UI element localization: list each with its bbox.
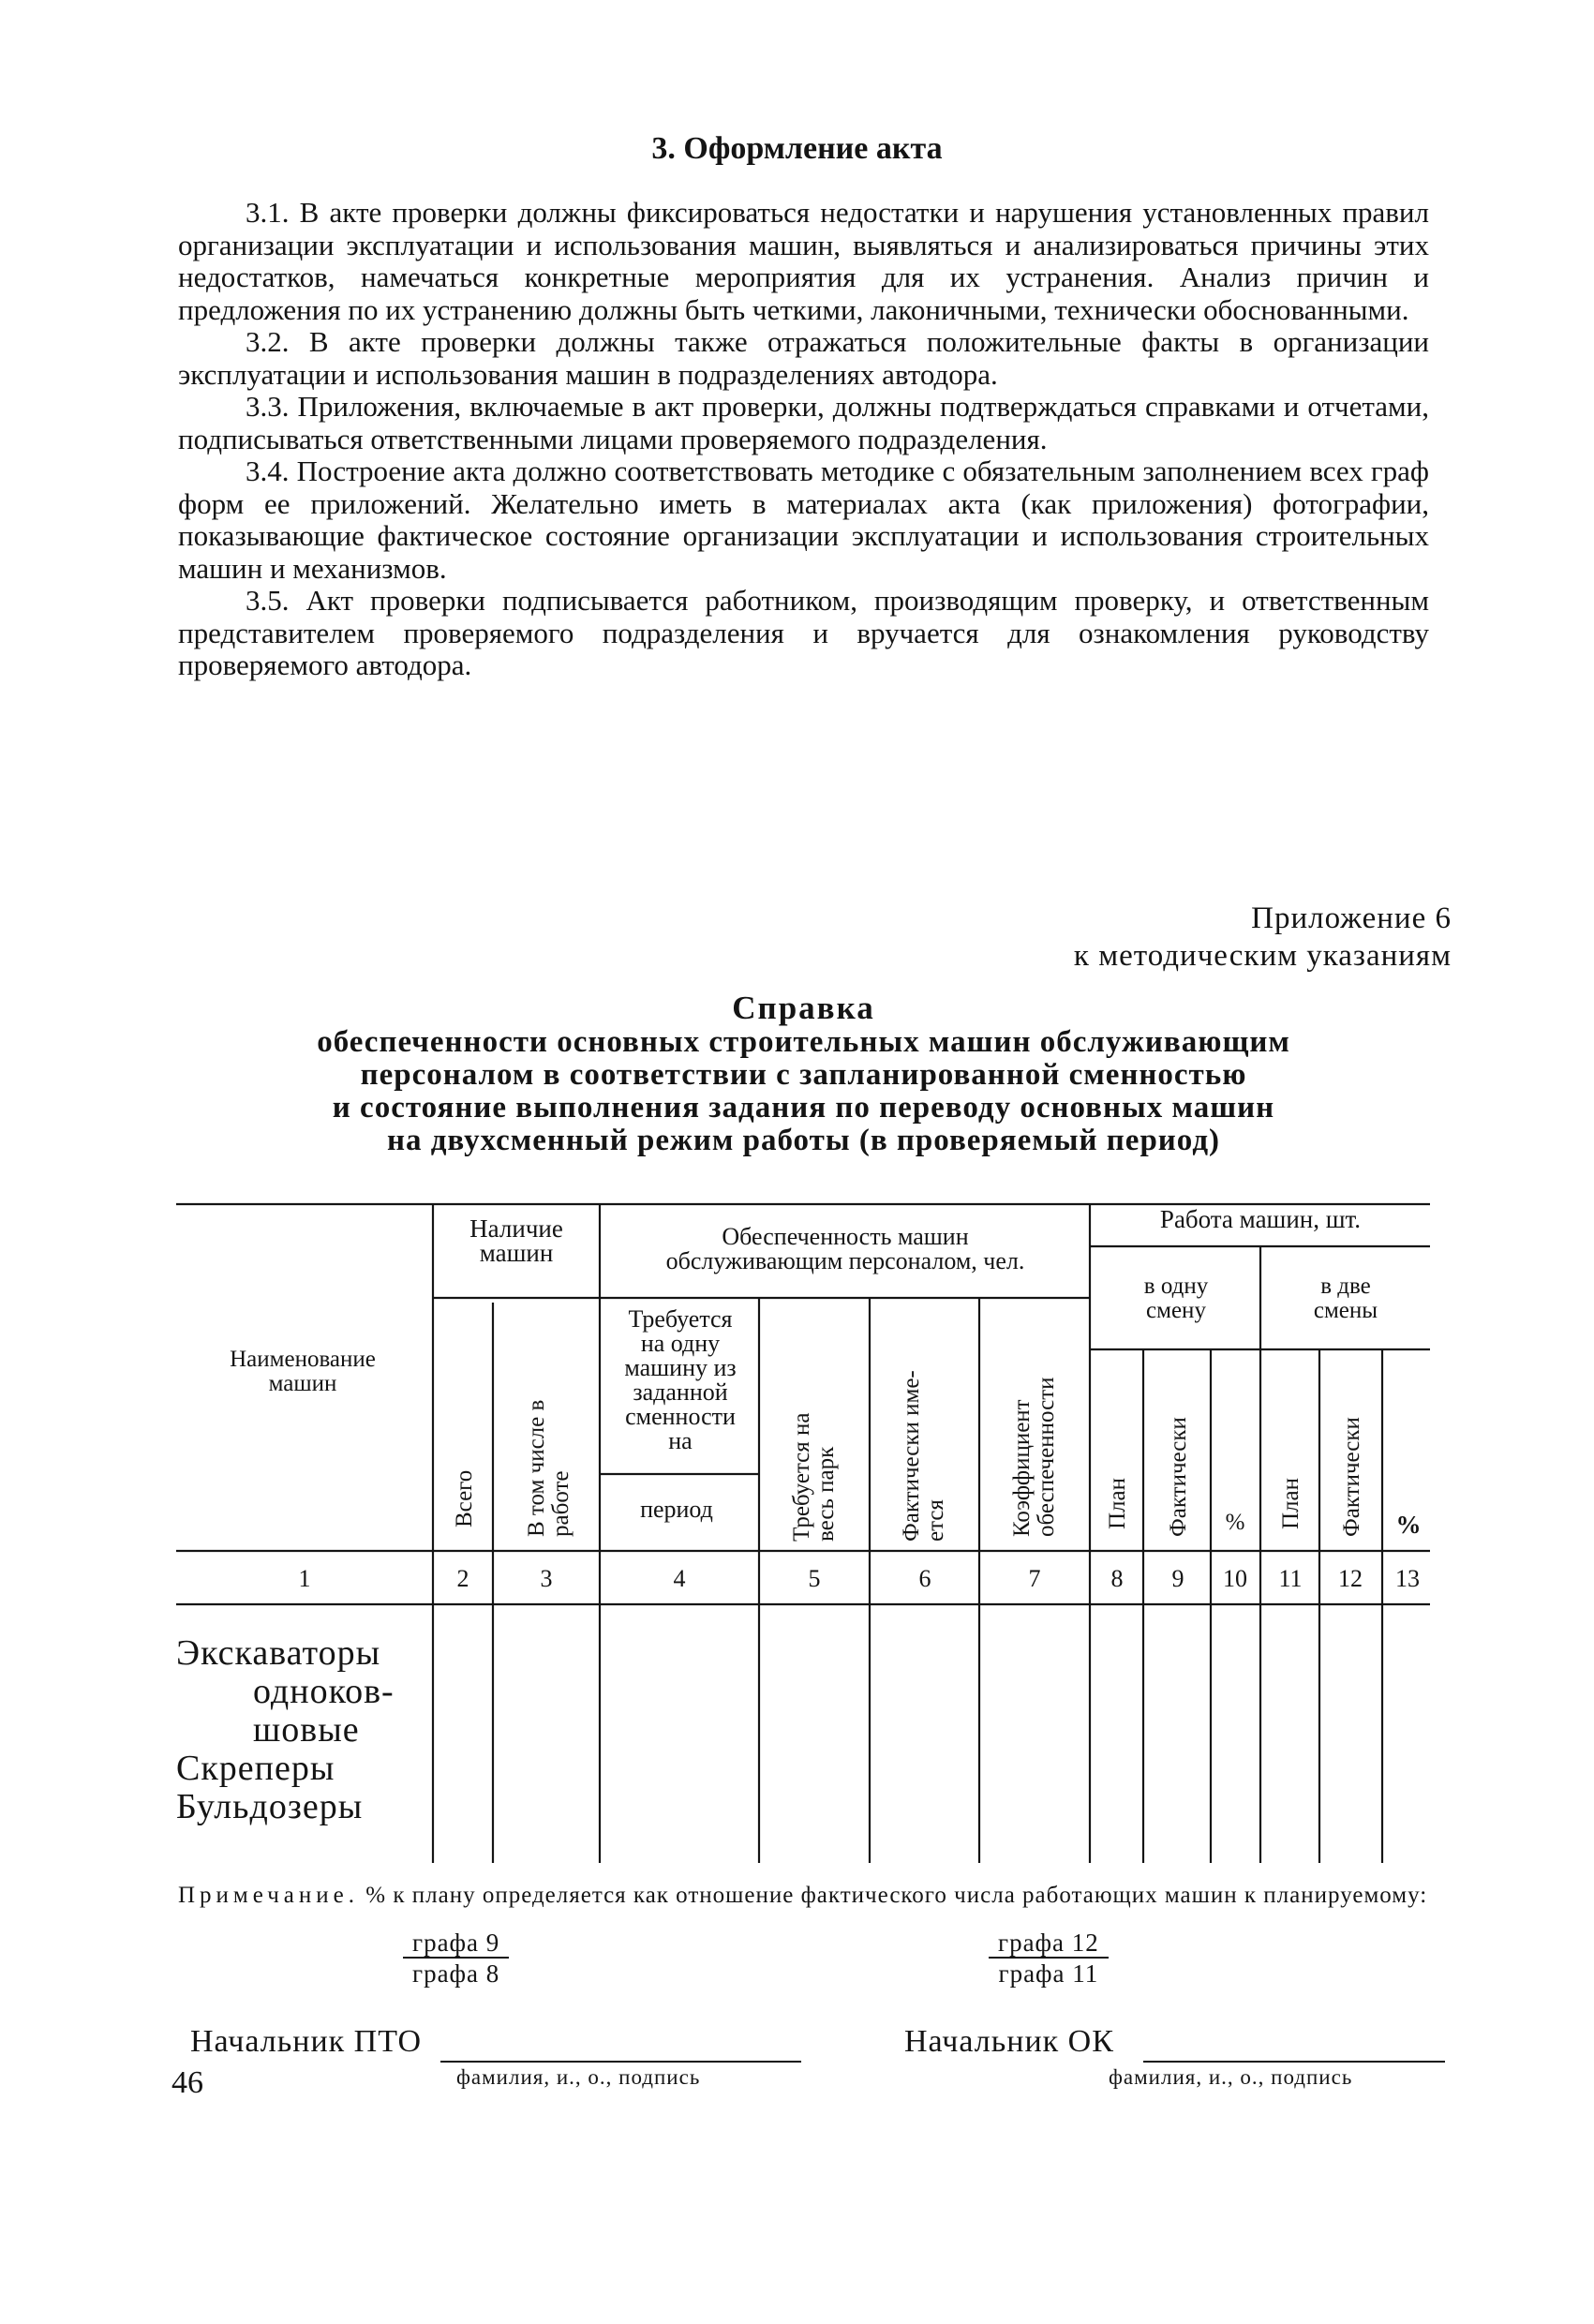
column-number: 13 [1395, 1565, 1420, 1592]
certificate-subtitle-line: и состояние выполнения задания по переводу основных машин [332, 1091, 1275, 1125]
column-number: 3 [540, 1565, 553, 1592]
certificate-subtitle-line: обеспеченности основных строительных машин обслуживающим [317, 1025, 1290, 1059]
certificate-subtitle-line: персоналом в соответствии с запланированной сменностью [360, 1058, 1247, 1092]
header-required-fleet: Требуется на [789, 1412, 814, 1542]
signature-left-caption: фамилия, и., о., подпись [456, 2065, 701, 2089]
header-required-per: Требуется [628, 1305, 733, 1333]
signature-right-line [1143, 2061, 1445, 2063]
column-number: 9 [1171, 1565, 1184, 1592]
header-coefficient: обеспеченности [1034, 1377, 1059, 1537]
header-actual-have: ется [923, 1499, 948, 1542]
header-coefficient: Коэффициент [1009, 1399, 1035, 1537]
table-header [230, 1205, 1421, 1542]
paragraph-3-2: 3.2. В акте проверки должны также отражаться положительные факты в организации эксплуатации и использования машин в подразделениях автодора. [178, 325, 1429, 391]
header-two-shifts: в две [1320, 1274, 1371, 1299]
page-number: 46 [171, 2065, 203, 2100]
header-name: машин [268, 1371, 337, 1396]
header-required-per: на [668, 1427, 693, 1454]
certificate-subtitle-line: на двухсменный режим работы (в проверяемый период) [386, 1124, 1221, 1157]
paragraph-3-5: 3.5. Акт проверки подписывается работником, производящим проверку, и ответственным представителем проверяемого подразделения и вручается для ознакомления руководству проверяемого автодора. [178, 584, 1429, 681]
column-numbers [299, 1565, 1421, 1592]
header-percent: % [1225, 1510, 1245, 1535]
fraction-left [403, 1929, 509, 1989]
note [178, 1884, 1434, 1908]
header-total: Всего [452, 1469, 477, 1527]
appendix-reference: к методическим указаниям [1073, 939, 1452, 973]
header-required-per: на одну [640, 1330, 721, 1357]
signature-right-caption: фамилия, и., о., подпись [1109, 2065, 1353, 2089]
table-row-label: шовые [253, 1710, 360, 1750]
header-required-per: сменности [625, 1403, 736, 1430]
fraction-right [989, 1929, 1109, 1989]
certificate-title: Справка [732, 990, 875, 1026]
header-availability: машин [479, 1239, 554, 1267]
header-required-per: машину из [624, 1354, 737, 1381]
note-text: % к плану определяется как отношение фактического числа работающих машин к планируемому: [365, 1883, 1428, 1908]
column-number: 7 [1028, 1565, 1041, 1592]
header-name: Наименование [230, 1347, 376, 1372]
table-row-label: одноков- [253, 1672, 395, 1711]
header-staffing: Обеспеченность машин [722, 1223, 969, 1250]
header-one-shift: в одну [1143, 1274, 1209, 1299]
column-number: 2 [456, 1565, 469, 1592]
column-number: 11 [1278, 1565, 1303, 1592]
section-title: 3. Оформление акта [651, 131, 943, 166]
table-body-machines [176, 1634, 395, 1826]
paragraph-3-3: 3.3. Приложения, включаемые в акт проверки, должны подтверждаться справками и отчетами, подписываться ответственными лицами проверяемого подразделения. [178, 390, 1429, 455]
header-two-shifts: смены [1313, 1298, 1378, 1323]
fraction-denominator: графа 8 [412, 1959, 500, 1988]
fraction-numerator: графа 12 [989, 1929, 1109, 1959]
column-number: 1 [298, 1565, 311, 1592]
header-actual: Фактически [1339, 1417, 1364, 1537]
column-number: 12 [1338, 1565, 1363, 1592]
header-one-shift: смену [1146, 1298, 1206, 1323]
column-number: 5 [808, 1565, 821, 1592]
paragraph-3-4: 3.4. Построение акта должно соответствовать методике с обязательным заполнением всех граф форм ее приложений. Желательно иметь в материалах акта (как приложения) фотографии, показывающие фактическое состояние организации эксплуатации и использования строительных машин и механизмов. [178, 454, 1429, 585]
header-required-fleet: весь парк [813, 1446, 839, 1542]
header-plan: План [1278, 1477, 1304, 1529]
header-in-work: В том числе в [524, 1399, 549, 1537]
fraction-denominator: графа 11 [998, 1959, 1099, 1988]
column-number: 6 [918, 1565, 931, 1592]
table-row-label: Экскаваторы [176, 1633, 381, 1673]
table-row-label: Бульдозеры [176, 1787, 364, 1826]
header-required-per: заданной [633, 1378, 728, 1406]
column-number: 4 [673, 1565, 686, 1592]
column-number: 10 [1223, 1565, 1247, 1592]
header-machine-work: Работа машин, шт. [1159, 1205, 1362, 1233]
signature-right-label: Начальник ОК [904, 2024, 1114, 2059]
signature-left-line [440, 2061, 801, 2063]
fraction-numerator: графа 9 [403, 1929, 509, 1959]
header-actual-have: Фактически име- [899, 1370, 924, 1542]
header-plan: План [1105, 1477, 1130, 1529]
note-label: Примечание. [178, 1883, 360, 1908]
paragraph-3-1: 3.1. В акте проверки должны фиксироваться недостатки и нарушения установленных правил организации эксплуатации и использования машин, выявляться и анализироваться причины этих недостатков, намечаться конкретные мероприятия для их устранения. Анализ причин и предложения по их устранению должны быть четкими, лаконичными, технически обоснованными. [178, 196, 1429, 326]
header-availability: Наличие [469, 1214, 563, 1243]
table-row-label: Скреперы [176, 1749, 335, 1788]
header-period: период [640, 1496, 713, 1523]
header-in-work: работе [548, 1470, 574, 1537]
header-percent: % [1395, 1511, 1422, 1539]
header-actual: Фактически [1166, 1417, 1191, 1537]
column-number: 8 [1110, 1565, 1124, 1592]
appendix-number: Приложение 6 [1251, 901, 1452, 935]
signature-left-label: Начальник ПТО [190, 2024, 423, 2059]
header-staffing: обслуживающим персоналом, чел. [665, 1247, 1025, 1274]
